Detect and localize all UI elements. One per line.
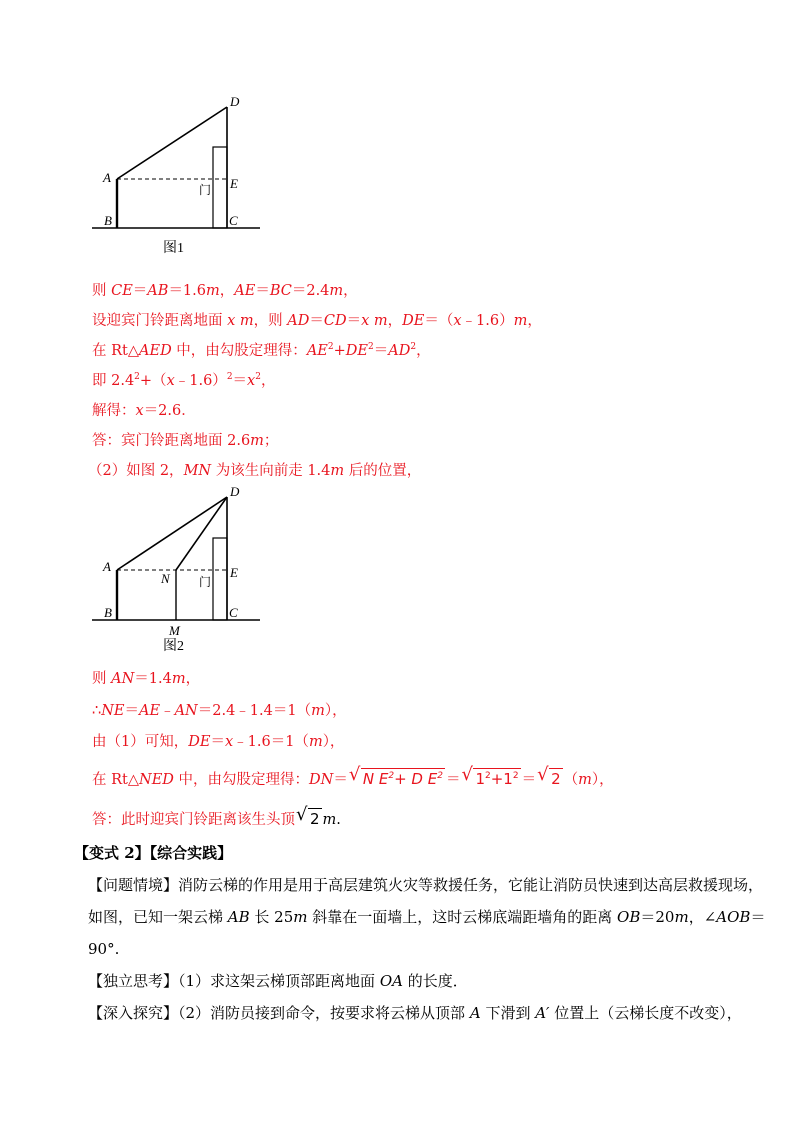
sqrt-1-1: √ $1^2+1^2$ — [461, 764, 519, 788]
label-door: 门 — [199, 183, 212, 197]
label-e: E — [230, 176, 238, 191]
sol1-line6: 答：宾门铃距离地面 2.6m； — [92, 433, 279, 449]
label-b: B — [104, 213, 112, 228]
label-d: D — [230, 94, 240, 109]
variant-p5: 【深入探究】（2）消防员接到命令，按要求将云梯从顶部 A 下滑到 A′ 位置上（云梯长度不改变）， — [88, 1004, 742, 1022]
sol1-line7: （2）如图 2，MN 为该生向前走 1.4m 后的位置， — [88, 463, 422, 479]
sol1-line3: 在 Rt△AED 中，由勾股定理得：$AE^2+DE^2=AD^2$， — [92, 342, 431, 359]
label-c: C — [229, 213, 238, 228]
sol1-line1: 则 CE＝AB＝1.6m，AE＝BC＝2.4m， — [92, 283, 358, 299]
sol2-line1: 则 AN＝1.4m， — [92, 671, 201, 687]
door-rect — [213, 147, 227, 228]
door-rect — [213, 538, 227, 620]
label-c: C — [229, 605, 238, 620]
label-a: A — [103, 559, 111, 574]
figure-1 — [90, 90, 270, 260]
label-d: D — [230, 484, 240, 499]
variant-heading: 【变式 2】【综合实践】 — [74, 844, 233, 862]
label-n: N — [161, 571, 170, 586]
label-door: 门 — [199, 575, 212, 589]
sol1-line2: 设迎宾门铃距离地面 x m，则 AD＝CD＝x m，DE＝（x﹣1.6）m， — [92, 313, 542, 329]
label-e: E — [230, 565, 238, 580]
label-m: M — [169, 623, 180, 638]
sol2-line5: 答：此时迎宾门铃距离该生头顶 √ 2 m. — [92, 804, 341, 828]
segment-nd — [176, 497, 227, 570]
sqrt-2: √ 2 — [537, 764, 561, 788]
sol1-line4: 即 $2.4^2+(x﹣1.6)^2=x^2$， — [92, 372, 276, 389]
label-a: A — [103, 170, 111, 185]
sqrt-ne-de: √ N $E^2+ D$ $E^2$ — [348, 764, 443, 788]
sol2-line2: ∴NE＝AE﹣AN＝2.4﹣1.4＝1（m）， — [92, 703, 347, 719]
sol2-line3: 由（1）可知，DE＝x﹣1.6＝1（m）， — [92, 734, 345, 750]
variant-p4: 【独立思考】（1）求这架云梯顶部距离地面 OA 的长度． — [88, 972, 468, 990]
variant-p1: 【问题情境】消防云梯的作用是用于高层建筑火灾等救援任务，它能让消防员快速到达高层救援现场， — [88, 876, 764, 894]
caption-fig1: 图1 — [163, 241, 184, 256]
sqrt-2-answer: √ 2 — [296, 804, 320, 828]
variant-p2: 如图，已知一架云梯 AB 长 25m 斜靠在一面墙上，这时云梯底端距墙角的距离 OB＝20m，∠AOB＝ — [88, 908, 766, 926]
label-b: B — [104, 605, 112, 620]
segment-ad — [117, 497, 227, 570]
figure-2 — [90, 480, 270, 660]
caption-fig2: 图2 — [163, 639, 184, 654]
segment-ad — [117, 107, 227, 179]
sol2-line4: 在 Rt△NED 中，由勾股定理得：DN＝ √ N $E^2+ D$ $E^2$ ＝ √ $1^2+1^2$ ＝ √ 2 （m）， — [92, 764, 614, 788]
sol1-line5: 解得：x＝2.6． — [92, 403, 196, 419]
variant-p3: 90°. — [88, 940, 120, 958]
